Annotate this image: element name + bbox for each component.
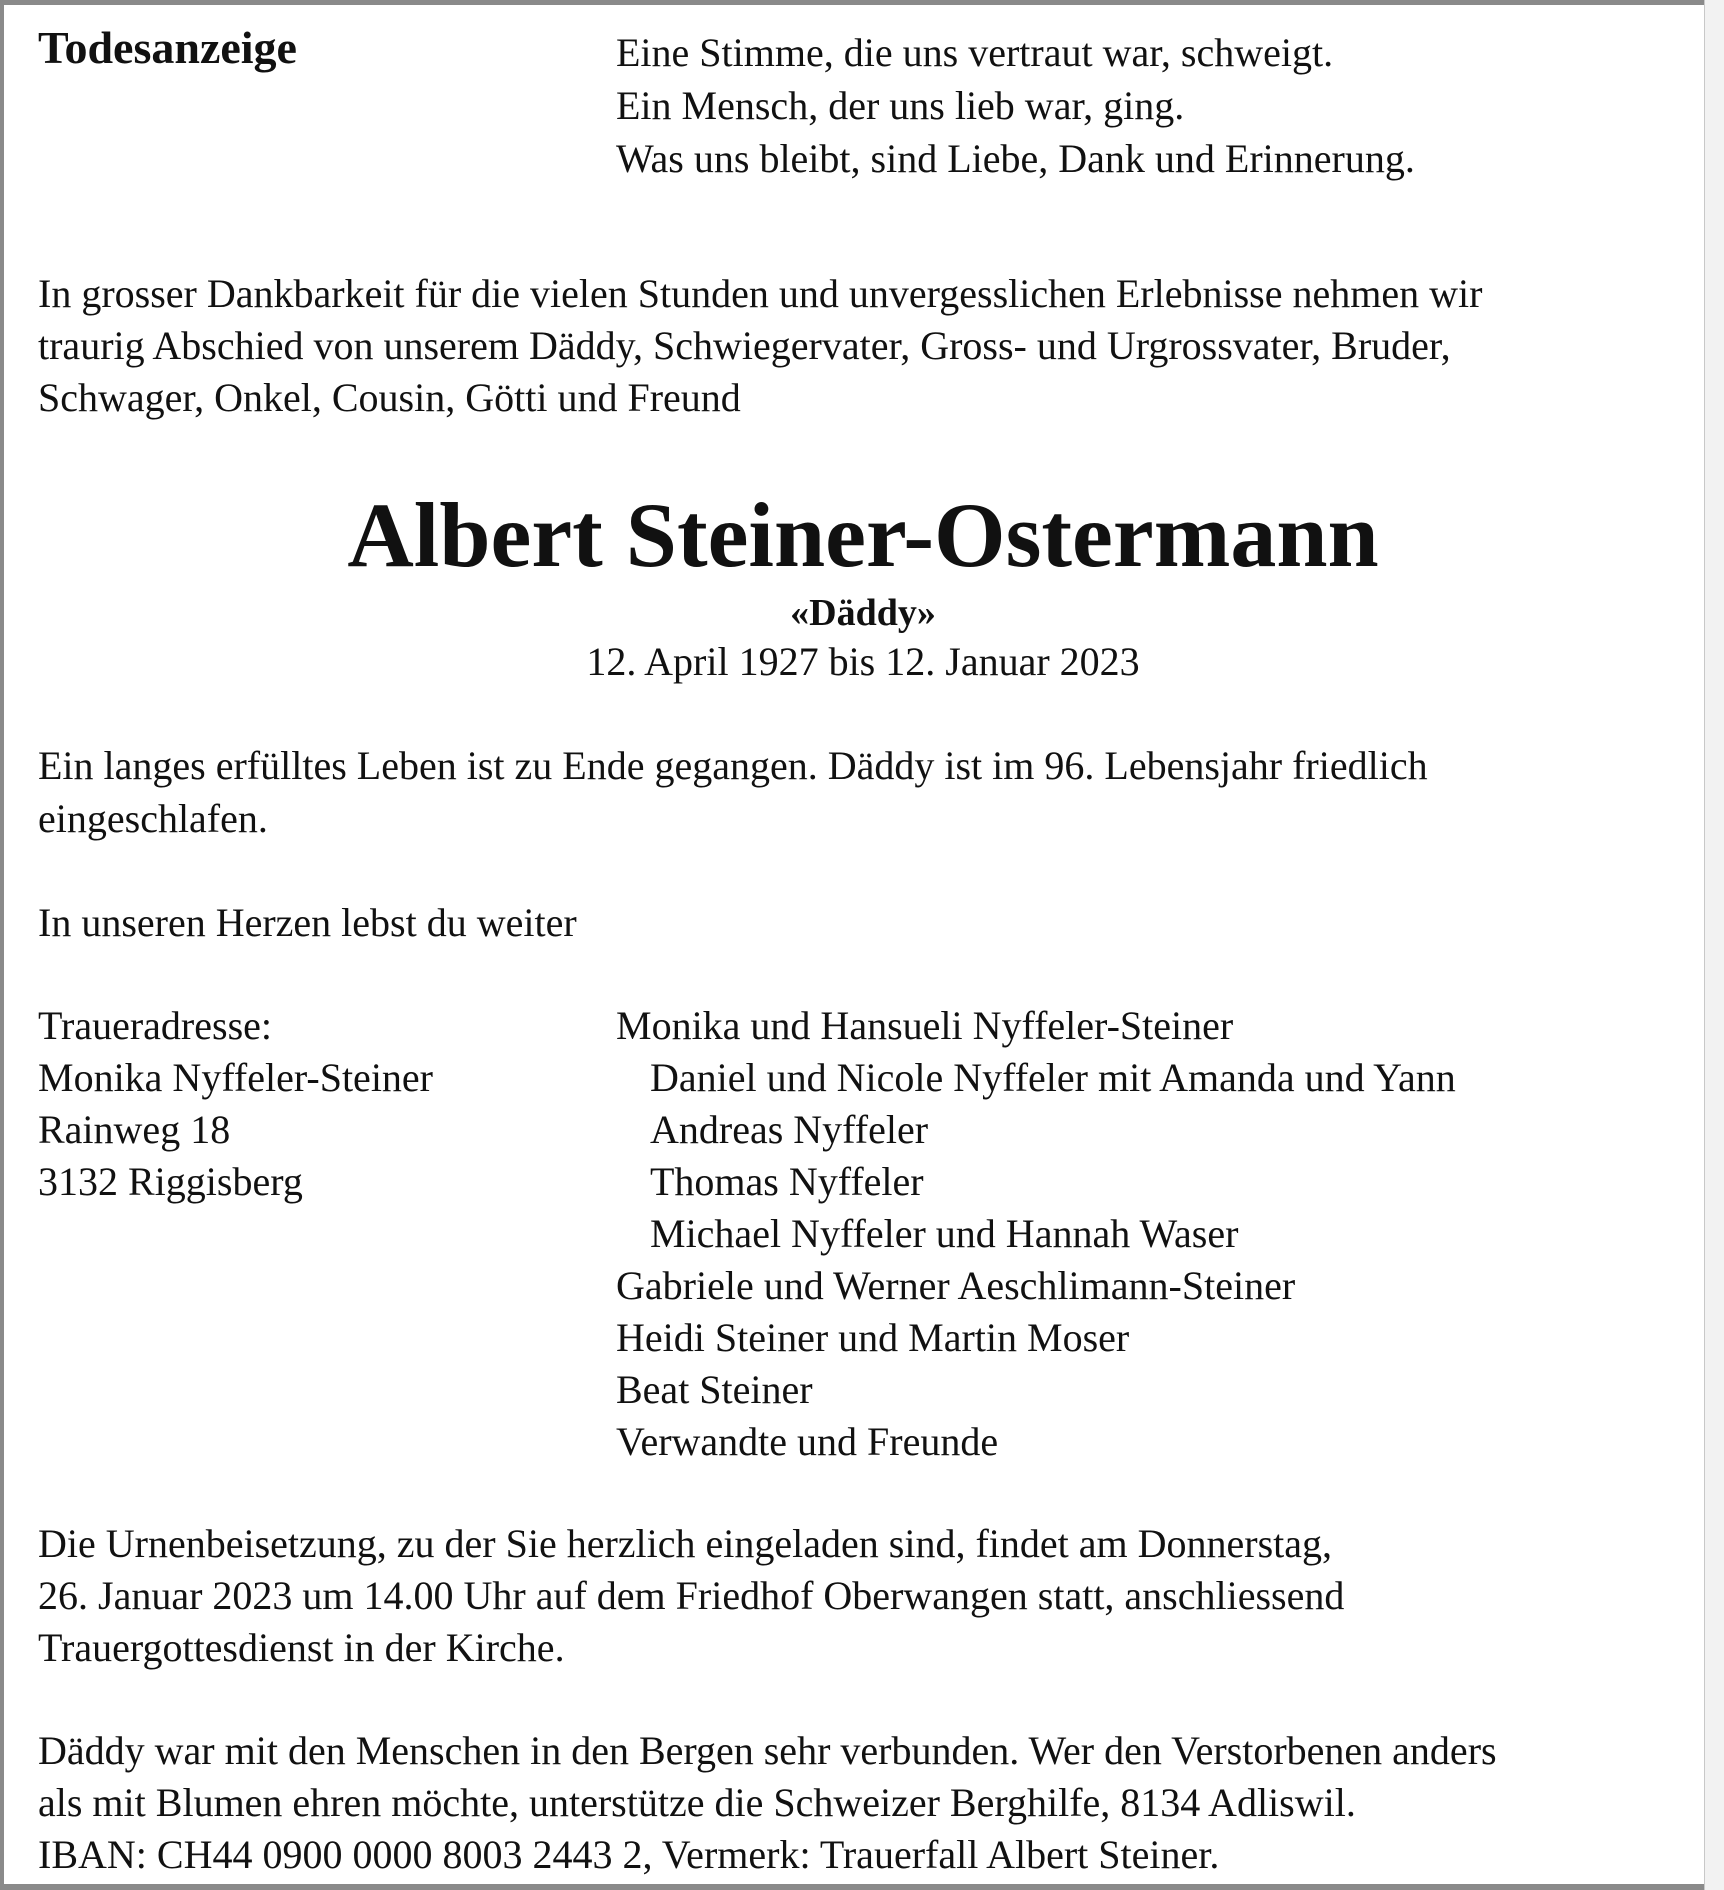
- mourner-entry: Verwandte und Freunde: [616, 1419, 999, 1464]
- deceased-nickname: «Däddy»: [790, 592, 936, 634]
- page-edge: [1704, 0, 1724, 1890]
- address-line: 3132 Riggisberg: [38, 1159, 303, 1204]
- funeral-line: 26. Januar 2023 um 14.00 Uhr auf dem Friedhof Oberwangen statt, anschliessend: [38, 1573, 1345, 1618]
- mourner-entry: Beat Steiner: [616, 1367, 813, 1412]
- intro-line: traurig Abschied von unserem Däddy, Schwiegervater, Gross- und Urgrossvater, Bruder,: [38, 323, 1451, 368]
- mourner-entry: Gabriele und Werner Aeschlimann-Steiner: [616, 1263, 1296, 1308]
- funeral-line: Trauergottesdienst in der Kirche.: [38, 1625, 565, 1670]
- verse-line: Eine Stimme, die uns vertraut war, schweigt.: [616, 30, 1334, 75]
- verse-line: Ein Mensch, der uns lieb war, ging.: [616, 83, 1185, 128]
- life-line: Ein langes erfülltes Leben ist zu Ende gegangen. Däddy ist im 96. Lebensjahr friedlich: [38, 743, 1428, 788]
- notice-title: Todesanzeige: [38, 22, 297, 73]
- verse-line: Was uns bleibt, sind Liebe, Dank und Erinnerung.: [616, 136, 1415, 181]
- mourner-entry: Daniel und Nicole Nyffeler mit Amanda und Yann: [650, 1055, 1456, 1100]
- mourner-entry: Michael Nyffeler und Hannah Waser: [650, 1211, 1239, 1256]
- funeral-line: Die Urnenbeisetzung, zu der Sie herzlich eingeladen sind, findet am Donnerstag,: [38, 1521, 1333, 1566]
- donation-line: IBAN: CH44 0900 0000 8003 2443 2, Vermerk: Trauerfall Albert Steiner.: [38, 1832, 1220, 1877]
- address-line: Rainweg 18: [38, 1107, 231, 1152]
- address-line: Traueradresse:: [38, 1003, 273, 1048]
- life-line: eingeschlafen.: [38, 796, 268, 841]
- address-line: Monika Nyffeler-Steiner: [38, 1055, 433, 1100]
- mourner-entry: Heidi Steiner und Martin Moser: [616, 1315, 1130, 1360]
- donation-line: als mit Blumen ehren möchte, unterstütze die Schweizer Berghilfe, 8134 Adliswil.: [38, 1780, 1356, 1825]
- life-dates: 12. April 1927 bis 12. Januar 2023: [586, 639, 1140, 684]
- intro-line: Schwager, Onkel, Cousin, Götti und Freund: [38, 375, 741, 420]
- mourner-entry: Thomas Nyffeler: [650, 1159, 924, 1204]
- intro-line: In grosser Dankbarkeit für die vielen Stunden und unvergesslichen Erlebnisse nehmen wir: [38, 271, 1483, 316]
- mourner-entry: Andreas Nyffeler: [650, 1107, 929, 1152]
- deceased-name: Albert Steiner-Ostermann: [347, 484, 1379, 586]
- donation-line: Däddy war mit den Menschen in den Bergen sehr verbunden. Wer den Verstorbenen anders: [38, 1728, 1497, 1773]
- motto: In unseren Herzen lebst du weiter: [38, 900, 577, 945]
- mourner-entry: Monika und Hansueli Nyffeler-Steiner: [616, 1003, 1234, 1048]
